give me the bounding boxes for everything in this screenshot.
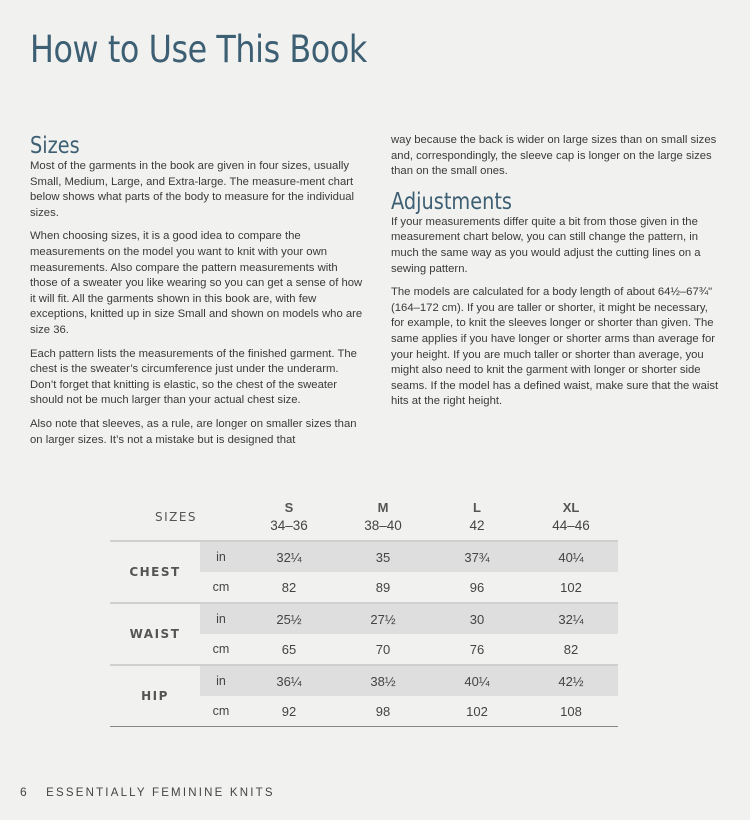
size-column-header [336, 494, 430, 541]
table-cell: 27½ [336, 603, 430, 634]
page-title: How to Use This Book [30, 28, 367, 71]
sizes-paragraph: Most of the garments in the book are given in four sizes, usually Small, Medium, Large, and Extra-large. The measure-ment chart below shows what parts of the body to measure for the individual sizes. [30, 160, 355, 219]
size-column-header [242, 494, 336, 541]
table-cell: 37¾ [430, 541, 524, 572]
table-cell: 76 [469, 641, 485, 657]
size-range: 44–46 [552, 518, 590, 533]
table-cell: 108 [524, 696, 618, 727]
table-cell: 40¼ [524, 541, 618, 572]
unit-label: in [200, 665, 242, 696]
unit-label: in [200, 603, 242, 634]
unit-label: cm [212, 580, 230, 594]
size-range: 34–36 [270, 518, 308, 533]
unit-label: cm [212, 642, 230, 656]
table-cell: 38½ [336, 665, 430, 696]
table-cell: 102 [560, 579, 582, 595]
unit-label: cm [200, 696, 242, 727]
size-name: M [377, 500, 389, 515]
sizes-header-label: SIZES [154, 510, 198, 524]
sizes-paragraph-continued: way because the back is wider on large sizes than on small sizes and, correspondingly, the sleeve cap is longer on the large sizes than on the small ones. [391, 134, 717, 178]
table-cell: 35 [336, 541, 430, 572]
table-cell: 25½ [242, 603, 336, 634]
left-column [30, 133, 365, 456]
table-row [110, 541, 618, 572]
size-name: L [473, 500, 481, 515]
adjustments-heading: Adjustments [391, 188, 512, 215]
table-header-row [110, 494, 618, 541]
table-cell: 70 [375, 641, 391, 657]
size-range: 38–40 [364, 518, 402, 533]
size-column-header [430, 494, 524, 541]
table-row [110, 665, 618, 696]
table-cell: 92 [242, 696, 336, 727]
table-cell: 65 [281, 641, 297, 657]
table-cell: 102 [430, 696, 524, 727]
table-cell: 96 [469, 579, 485, 595]
chest-label: CHEST [110, 541, 200, 603]
size-chart-table [110, 494, 618, 727]
page-footer [20, 785, 275, 799]
adjustments-paragraph: The models are calculated for a body length of about 64½–67¾" (164–172 cm). If you are taller or shorter, it might be necessary, for example, to knit the sleeves longer or shorter than given. The same applies if you have longer or shorter arms than average for your height. If you are much taller or shorter than average, you might also need to knit the garment with longer or shorter side seams. If the model has a defined waist, make sure that the waist hits at the right height. [391, 286, 719, 408]
table-cell: 40¼ [430, 665, 524, 696]
table-cell: 32¼ [242, 541, 336, 572]
sizes-paragraph: Each pattern lists the measurements of the finished garment. The chest is the sweater’s circumference just under the underarm. Don’t forget that knitting is elastic, so the chest of the sweater should not be much larger than your actual chest size. [30, 347, 357, 407]
table-cell: 36¼ [242, 665, 336, 696]
adjustments-paragraph: If your measurements differ quite a bit from those given in the measurement chart below, you can still change the pattern, in much the same way as you would adjust the cutting lines on a sewing pattern. [391, 215, 701, 275]
sizes-paragraph: Also note that sleeves, as a rule, are longer on smaller sizes than on larger sizes. It’s not a mistake but is designed that [30, 417, 357, 446]
right-column [391, 133, 723, 418]
unit-label: in [200, 541, 242, 572]
table-cell: 82 [563, 641, 579, 657]
size-range: 42 [469, 518, 485, 533]
table-cell: 98 [336, 696, 430, 727]
waist-label: WAIST [110, 603, 200, 665]
table-cell: 42½ [524, 665, 618, 696]
size-column-header [524, 494, 618, 541]
table-cell: 32¼ [524, 603, 618, 634]
size-name: S [284, 500, 294, 515]
table-cell: 89 [375, 579, 391, 595]
table-cell: 82 [281, 579, 297, 595]
book-title: ESSENTIALLY FEMININE KNITS [46, 787, 275, 799]
table-cell: 30 [430, 603, 524, 634]
page-number: 6 [20, 785, 27, 799]
size-name: XL [562, 500, 580, 515]
sizes-heading: Sizes [30, 133, 80, 159]
sizes-paragraph: When choosing sizes, it is a good idea to compare the measurements on the model you want to knit with your own measurements. Also compare the pattern measurements with those of a sweater you like wearing so you can get a sense of how it will fit. All the garments shown in this book are, with few exceptions, knitted up in size Small and shown on models who are size 36. [30, 230, 363, 336]
hip-label: HIP [110, 665, 200, 727]
table-row [110, 603, 618, 634]
